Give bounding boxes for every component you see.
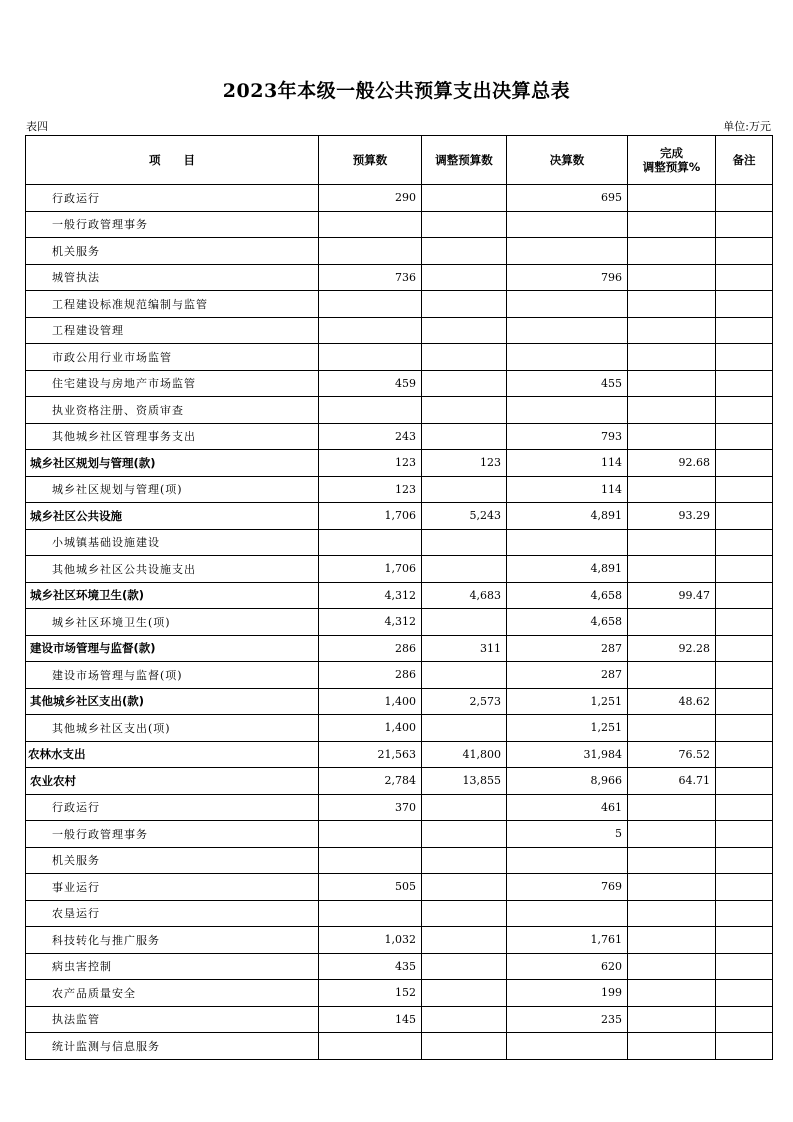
row-note [716, 211, 773, 238]
row-rate [628, 264, 716, 291]
table-row [26, 264, 773, 291]
row-budget [319, 238, 422, 265]
row-final: 287 [507, 635, 628, 662]
row-budget: 505 [319, 874, 422, 901]
row-note [716, 662, 773, 689]
table-row [26, 662, 773, 689]
row-rate [628, 238, 716, 265]
row-rate [628, 927, 716, 954]
row-name: 农产品质量安全 [26, 980, 319, 1007]
row-rate [628, 556, 716, 583]
row-note [716, 715, 773, 742]
row-adjusted: 311 [422, 635, 507, 662]
row-rate [628, 476, 716, 503]
row-name: 农业农村 [26, 768, 319, 795]
row-name: 其他城乡社区支出(项) [26, 715, 319, 742]
row-budget [319, 900, 422, 927]
row-note [716, 900, 773, 927]
header-note: 备注 [716, 136, 773, 185]
table-row [26, 1033, 773, 1060]
row-adjusted [422, 238, 507, 265]
row-name: 科技转化与推广服务 [26, 927, 319, 954]
row-name: 一般行政管理事务 [26, 211, 319, 238]
row-budget: 459 [319, 370, 422, 397]
row-budget [319, 397, 422, 424]
row-adjusted [422, 927, 507, 954]
row-rate [628, 370, 716, 397]
row-name: 其他城乡社区支出(款) [26, 688, 319, 715]
row-budget: 286 [319, 635, 422, 662]
table-row [26, 344, 773, 371]
table-row [26, 900, 773, 927]
row-rate: 93.29 [628, 503, 716, 530]
row-note [716, 874, 773, 901]
row-rate [628, 1006, 716, 1033]
row-final [507, 344, 628, 371]
row-adjusted [422, 847, 507, 874]
table-row [26, 768, 773, 795]
row-budget: 435 [319, 953, 422, 980]
row-adjusted [422, 609, 507, 636]
row-note [716, 794, 773, 821]
table-row [26, 927, 773, 954]
row-budget: 736 [319, 264, 422, 291]
row-rate [628, 953, 716, 980]
row-adjusted [422, 211, 507, 238]
row-final [507, 529, 628, 556]
row-note [716, 529, 773, 556]
row-adjusted: 2,573 [422, 688, 507, 715]
row-final: 114 [507, 450, 628, 477]
row-final: 1,251 [507, 688, 628, 715]
row-rate [628, 900, 716, 927]
row-final: 114 [507, 476, 628, 503]
row-name: 工程建设管理 [26, 317, 319, 344]
row-adjusted [422, 1033, 507, 1060]
row-final [507, 900, 628, 927]
row-final [507, 211, 628, 238]
row-name: 机关服务 [26, 238, 319, 265]
row-adjusted: 123 [422, 450, 507, 477]
row-name: 事业运行 [26, 874, 319, 901]
row-budget: 4,312 [319, 609, 422, 636]
row-name: 城管执法 [26, 264, 319, 291]
row-rate [628, 662, 716, 689]
row-adjusted: 5,243 [422, 503, 507, 530]
row-adjusted [422, 344, 507, 371]
header-adjusted: 调整预算数 [422, 136, 507, 185]
row-note [716, 185, 773, 212]
row-adjusted [422, 397, 507, 424]
row-rate [628, 847, 716, 874]
row-final: 235 [507, 1006, 628, 1033]
row-note [716, 688, 773, 715]
row-budget: 4,312 [319, 582, 422, 609]
table-row [26, 609, 773, 636]
row-rate: 64.71 [628, 768, 716, 795]
row-rate [628, 185, 716, 212]
row-budget: 123 [319, 450, 422, 477]
row-budget: 286 [319, 662, 422, 689]
row-adjusted: 4,683 [422, 582, 507, 609]
row-rate [628, 344, 716, 371]
row-budget [319, 847, 422, 874]
row-name: 城乡社区公共设施 [26, 503, 319, 530]
row-budget: 1,706 [319, 556, 422, 583]
row-final: 455 [507, 370, 628, 397]
table-number: 表四 [26, 120, 48, 133]
row-budget [319, 1033, 422, 1060]
row-note [716, 450, 773, 477]
row-budget: 1,706 [319, 503, 422, 530]
table-row [26, 556, 773, 583]
row-final: 461 [507, 794, 628, 821]
row-final: 287 [507, 662, 628, 689]
row-rate [628, 980, 716, 1007]
row-note [716, 847, 773, 874]
row-rate [628, 397, 716, 424]
row-adjusted: 13,855 [422, 768, 507, 795]
row-note [716, 503, 773, 530]
row-note [716, 476, 773, 503]
row-rate [628, 423, 716, 450]
table-row [26, 423, 773, 450]
row-name: 建设市场管理与监督(款) [26, 635, 319, 662]
row-adjusted [422, 370, 507, 397]
table-row [26, 185, 773, 212]
row-rate: 48.62 [628, 688, 716, 715]
row-budget: 290 [319, 185, 422, 212]
row-rate: 92.68 [628, 450, 716, 477]
row-final [507, 317, 628, 344]
row-rate: 76.52 [628, 741, 716, 768]
table-row [26, 821, 773, 848]
row-note [716, 1006, 773, 1033]
row-budget [319, 211, 422, 238]
unit-label: 单位:万元 [723, 120, 771, 133]
row-rate [628, 529, 716, 556]
row-final: 31,984 [507, 741, 628, 768]
row-final [507, 847, 628, 874]
row-note [716, 317, 773, 344]
header-completion-line2: 调整预算% [642, 160, 701, 174]
table-header-row [26, 136, 773, 185]
row-name: 建设市场管理与监督(项) [26, 662, 319, 689]
row-note [716, 821, 773, 848]
row-note [716, 291, 773, 318]
row-name: 工程建设标准规范编制与监管 [26, 291, 319, 318]
row-budget: 152 [319, 980, 422, 1007]
row-name: 城乡社区环境卫生(款) [26, 582, 319, 609]
table-row [26, 688, 773, 715]
row-adjusted [422, 874, 507, 901]
row-budget [319, 317, 422, 344]
table-row [26, 476, 773, 503]
table-row [26, 582, 773, 609]
row-name: 行政运行 [26, 794, 319, 821]
row-adjusted [422, 1006, 507, 1033]
table-row [26, 370, 773, 397]
row-rate [628, 715, 716, 742]
row-name: 小城镇基础设施建设 [26, 529, 319, 556]
row-name: 农林水支出 [26, 741, 319, 768]
row-budget: 370 [319, 794, 422, 821]
row-name: 住宅建设与房地产市场监管 [26, 370, 319, 397]
header-budget: 预算数 [319, 136, 422, 185]
row-note [716, 238, 773, 265]
row-note [716, 953, 773, 980]
row-rate [628, 291, 716, 318]
table-row [26, 450, 773, 477]
table-row [26, 1006, 773, 1033]
row-adjusted [422, 317, 507, 344]
row-name: 城乡社区规划与管理(项) [26, 476, 319, 503]
row-final: 695 [507, 185, 628, 212]
row-final: 793 [507, 423, 628, 450]
row-note [716, 741, 773, 768]
row-note [716, 344, 773, 371]
table-row [26, 794, 773, 821]
row-adjusted [422, 662, 507, 689]
row-adjusted [422, 556, 507, 583]
row-note [716, 1033, 773, 1060]
row-name: 行政运行 [26, 185, 319, 212]
row-adjusted [422, 185, 507, 212]
table-row [26, 715, 773, 742]
row-name: 机关服务 [26, 847, 319, 874]
row-note [716, 582, 773, 609]
row-adjusted [422, 423, 507, 450]
table-row [26, 211, 773, 238]
row-final: 620 [507, 953, 628, 980]
row-rate [628, 609, 716, 636]
row-note [716, 927, 773, 954]
row-final: 4,891 [507, 556, 628, 583]
table-row [26, 847, 773, 874]
row-note [716, 397, 773, 424]
row-final: 5 [507, 821, 628, 848]
row-rate [628, 1033, 716, 1060]
row-adjusted [422, 953, 507, 980]
header-completion-line1: 完成 [660, 146, 683, 160]
row-adjusted [422, 291, 507, 318]
row-adjusted [422, 794, 507, 821]
row-adjusted [422, 821, 507, 848]
row-note [716, 370, 773, 397]
row-final [507, 238, 628, 265]
table-row [26, 397, 773, 424]
page-title: 2023年本级一般公共预算支出决算总表 [222, 80, 571, 102]
row-budget: 123 [319, 476, 422, 503]
row-name: 执业资格注册、资质审查 [26, 397, 319, 424]
row-rate: 99.47 [628, 582, 716, 609]
row-note [716, 980, 773, 1007]
row-final: 199 [507, 980, 628, 1007]
row-final [507, 291, 628, 318]
header-item: 项 目 [26, 136, 319, 185]
row-final: 1,251 [507, 715, 628, 742]
row-final: 769 [507, 874, 628, 901]
row-budget [319, 821, 422, 848]
row-note [716, 423, 773, 450]
expenditure-table [25, 135, 773, 1060]
row-rate [628, 821, 716, 848]
row-budget: 243 [319, 423, 422, 450]
header-completion [628, 136, 716, 185]
row-adjusted [422, 476, 507, 503]
row-budget [319, 529, 422, 556]
row-adjusted [422, 264, 507, 291]
row-name: 执法监管 [26, 1006, 319, 1033]
table-row [26, 741, 773, 768]
row-adjusted [422, 980, 507, 1007]
row-final [507, 1033, 628, 1060]
table-row [26, 238, 773, 265]
row-final: 8,966 [507, 768, 628, 795]
row-note [716, 609, 773, 636]
row-note [716, 635, 773, 662]
row-name: 城乡社区规划与管理(款) [26, 450, 319, 477]
row-name: 其他城乡社区管理事务支出 [26, 423, 319, 450]
table-row [26, 503, 773, 530]
row-budget: 21,563 [319, 741, 422, 768]
row-rate [628, 874, 716, 901]
row-note [716, 768, 773, 795]
table-row [26, 317, 773, 344]
table-row [26, 291, 773, 318]
row-final: 796 [507, 264, 628, 291]
row-note [716, 556, 773, 583]
row-note [716, 264, 773, 291]
header-final: 决算数 [507, 136, 628, 185]
row-rate [628, 794, 716, 821]
row-budget: 1,400 [319, 688, 422, 715]
row-adjusted: 41,800 [422, 741, 507, 768]
row-rate: 92.28 [628, 635, 716, 662]
table-row [26, 980, 773, 1007]
table-row [26, 529, 773, 556]
row-name: 农垦运行 [26, 900, 319, 927]
row-adjusted [422, 715, 507, 742]
row-final: 4,658 [507, 609, 628, 636]
row-name: 病虫害控制 [26, 953, 319, 980]
row-budget: 2,784 [319, 768, 422, 795]
row-budget [319, 291, 422, 318]
row-final: 1,761 [507, 927, 628, 954]
row-name: 其他城乡社区公共设施支出 [26, 556, 319, 583]
row-name: 市政公用行业市场监管 [26, 344, 319, 371]
row-budget: 1,032 [319, 927, 422, 954]
table-row [26, 635, 773, 662]
row-rate [628, 317, 716, 344]
table-row [26, 874, 773, 901]
row-rate [628, 211, 716, 238]
row-name: 统计监测与信息服务 [26, 1033, 319, 1060]
row-name: 一般行政管理事务 [26, 821, 319, 848]
row-final: 4,658 [507, 582, 628, 609]
row-budget [319, 344, 422, 371]
row-name: 城乡社区环境卫生(项) [26, 609, 319, 636]
table-row [26, 953, 773, 980]
row-final: 4,891 [507, 503, 628, 530]
row-adjusted [422, 900, 507, 927]
row-budget: 1,400 [319, 715, 422, 742]
row-adjusted [422, 529, 507, 556]
row-final [507, 397, 628, 424]
row-budget: 145 [319, 1006, 422, 1033]
